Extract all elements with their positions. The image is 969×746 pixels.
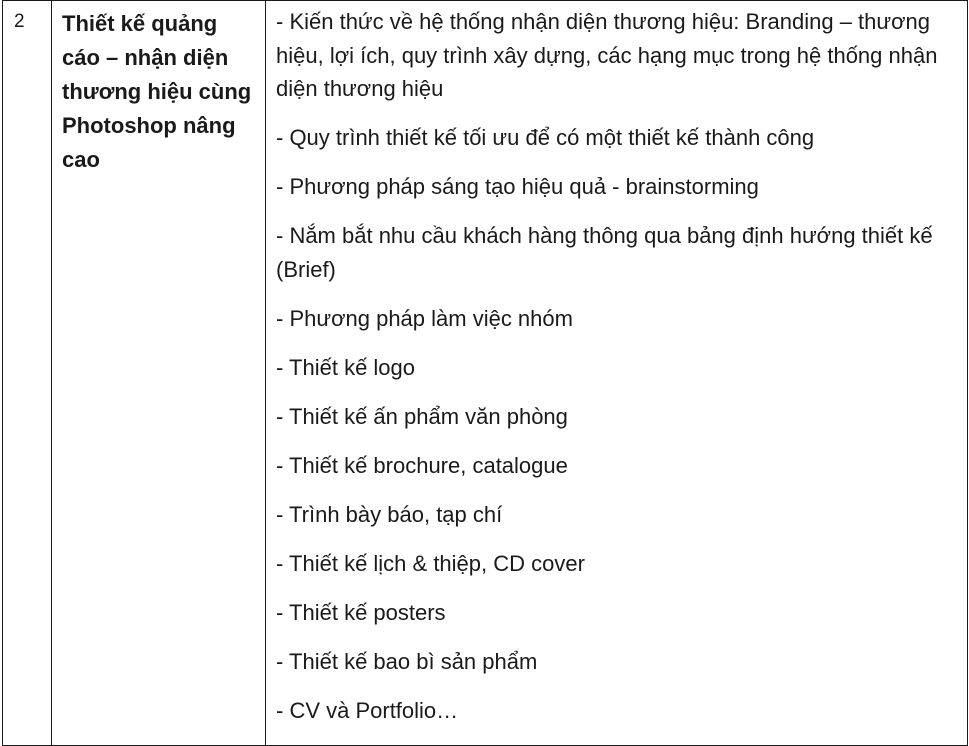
list-item: - Thiết kế posters xyxy=(276,599,446,625)
module-title-cell xyxy=(52,1,266,746)
module-content-list xyxy=(266,1,967,727)
course-table xyxy=(2,0,968,746)
table-row xyxy=(3,1,968,746)
list-item: - Thiết kế lịch & thiệp, CD cover xyxy=(276,550,585,576)
row-number: 2 xyxy=(14,11,25,32)
module-title: Thiết kế quảng cáo – nhận diện thương hiệu cùng Photoshop nâng cao xyxy=(62,11,252,172)
list-item: - Thiết kế logo xyxy=(276,354,416,380)
row-number-cell xyxy=(3,1,52,746)
list-item: - Thiết kế brochure, catalogue xyxy=(276,452,568,478)
list-item: - Nắm bắt nhu cầu khách hàng thông qua bảng định hướng thiết kế (Brief) xyxy=(276,223,933,282)
list-item: - CV và Portfolio… xyxy=(276,697,459,723)
list-item: - Phương pháp sáng tạo hiệu quả - brainstorming xyxy=(276,174,759,199)
module-content-cell xyxy=(266,1,968,746)
list-item: - Phương pháp làm việc nhóm xyxy=(276,305,573,331)
list-item: - Trình bày báo, tạp chí xyxy=(276,501,503,527)
list-item: - Kiến thức về hệ thống nhận diện thương hiệu: Branding – thương hiệu, lợi ích, quy trình xây dựng, các hạng mục trong hệ thống nhận diện thương hiệu xyxy=(276,9,938,101)
list-item: - Thiết kế bao bì sản phẩm xyxy=(276,648,538,674)
list-item: - Thiết kế ấn phẩm văn phòng xyxy=(276,403,568,429)
list-item: - Quy trình thiết kế tối ưu để có một thiết kế thành công xyxy=(276,125,815,150)
